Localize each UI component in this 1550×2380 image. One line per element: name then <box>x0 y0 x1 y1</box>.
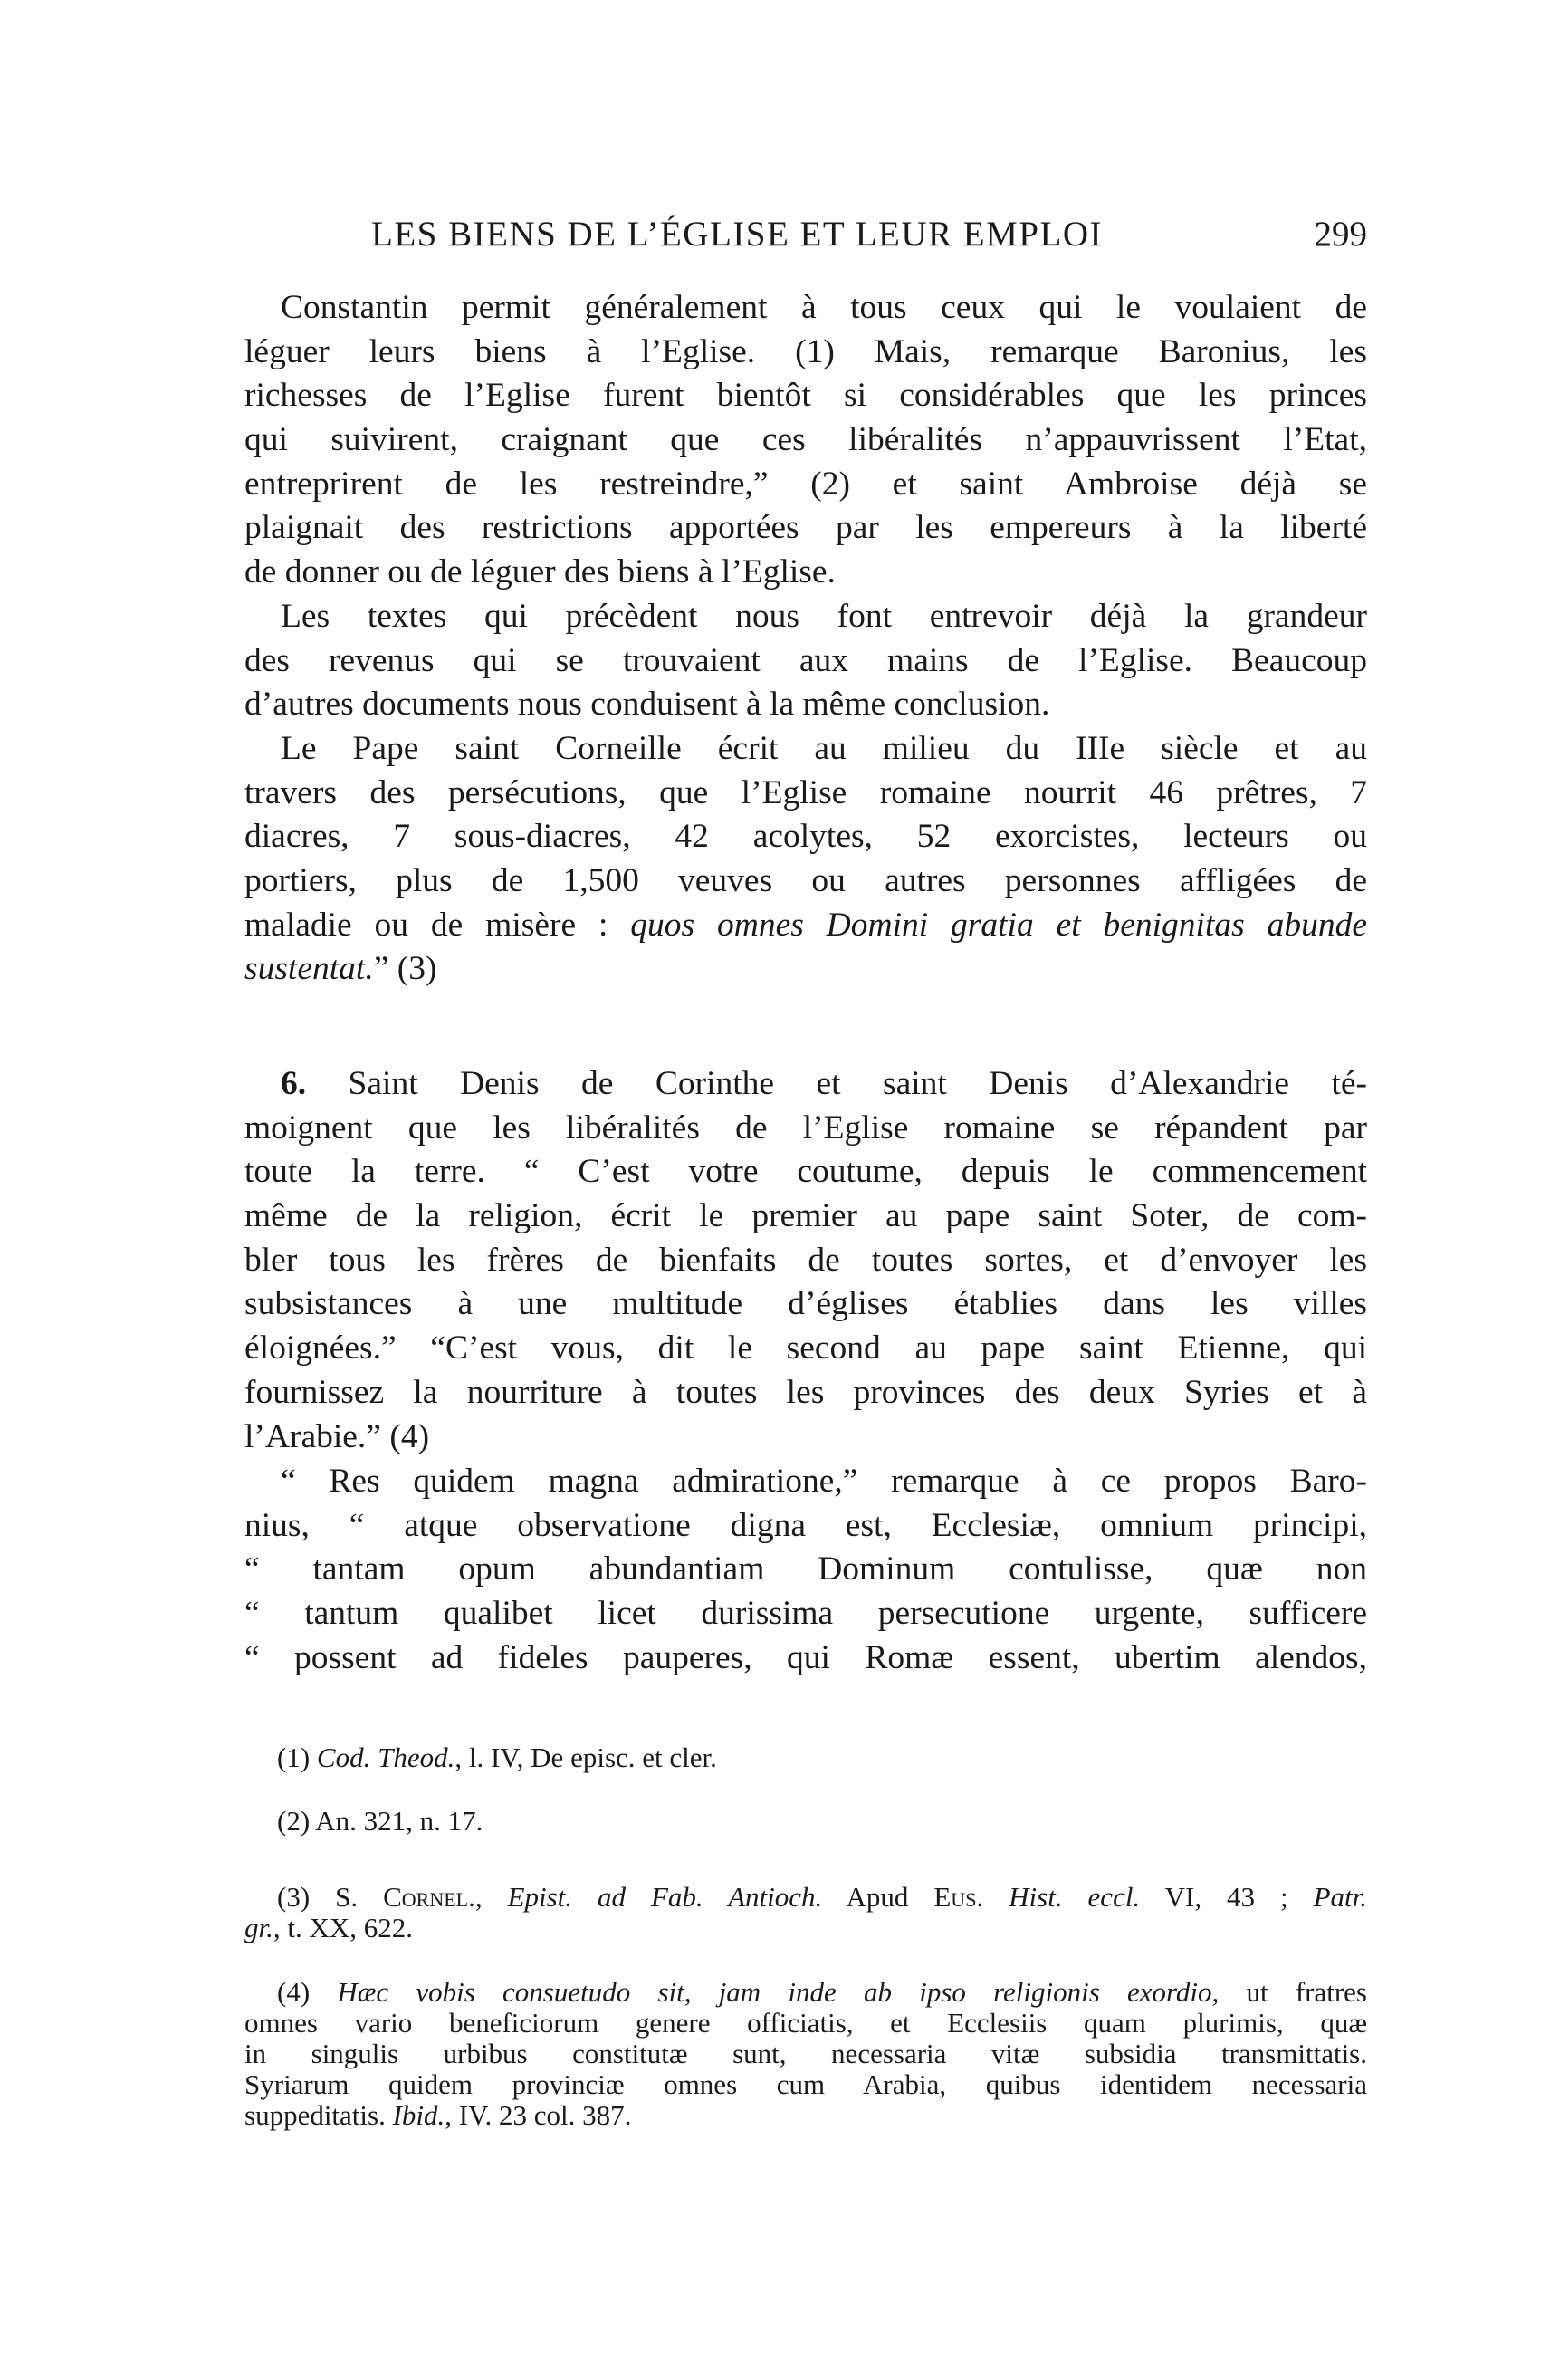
body-line: Le Pape saint Corneille écrit au milieu du IIIe siècle et au <box>281 730 1367 767</box>
footnote-italic: Patr. <box>1313 1881 1368 1913</box>
latin-quote: sustentat. <box>244 950 374 988</box>
body-line <box>244 904 1367 948</box>
body-line: nius, “ atque observatione digna est, Ecclesiæ, omnium principi, <box>244 1506 1367 1544</box>
footnote-italic: Hist. eccl. <box>1009 1881 1141 1913</box>
body-line: bler tous les frères de bienfaits de toutes sortes, et d’envoyer les <box>244 1241 1367 1279</box>
body-line: l’Arabie.” (4) <box>244 1417 430 1455</box>
footnote-italic: gr. <box>244 1912 273 1943</box>
body-line: subsistances à une multitude d’églises établies dans les villes <box>244 1285 1367 1323</box>
latin-quote: quos omnes Domini gratia et benignitas abunde <box>630 906 1367 944</box>
body-line: léguer leurs biens à l’Eglise. (1) Mais, remarque Baronius, les <box>244 332 1367 370</box>
body-line: plaignait des restrictions apportées par les empereurs à la liberté <box>244 509 1367 547</box>
page-number: 299 <box>1314 215 1367 254</box>
body-line: des revenus qui se trouvaient aux mains de l’Eglise. Beaucoup <box>244 641 1367 679</box>
body-line: richesses de l’Eglise furent bientôt si considérables que les princes <box>244 377 1367 415</box>
footnote-italic: Hæc vobis consuetudo sit, jam inde ab ipso religionis exordio, <box>337 1976 1220 2008</box>
footnote-line: Syriarum quidem provinciæ omnes cum Arabia, quibus identidem necessaria <box>244 2068 1367 2100</box>
footnote-marker: (4) <box>277 1976 338 2008</box>
paragraph-3 <box>244 727 1367 992</box>
footnote-text: Apud <box>822 1881 934 1913</box>
footnote-line: omnes vario beneficiorum genere officiatis, et Ecclesiis quam plurimis, quæ <box>244 2007 1367 2039</box>
body-line <box>244 1062 1367 1107</box>
footnote-ref: ” (3) <box>373 950 437 988</box>
footnote-text: ut fratres <box>1219 1976 1367 2008</box>
footnote-text: , IV. 23 col. 387. <box>445 2099 632 2131</box>
paragraph-1 <box>244 286 1367 595</box>
footnote-italic: Ibid. <box>392 2099 445 2131</box>
paragraph-latin <box>244 1460 1367 1680</box>
footnote-italic: Cod. Theod. <box>316 1742 455 1773</box>
footnote-1 <box>244 1742 1367 1773</box>
footnote-author: Cornel. <box>383 1881 475 1913</box>
body-line: “ tantam opum abundantiam Dominum contulisse, quæ non <box>244 1550 1367 1588</box>
footnote-line <box>244 2100 1367 2131</box>
body-line: de donner ou de léguer des biens à l’Eglise. <box>244 553 836 591</box>
body-line: éloignées.” “C’est vous, dit le second au pape saint Etienne, qui <box>244 1329 1367 1368</box>
body-text: Saint Denis de Corinthe et saint Denis d’Alexandrie té- <box>306 1065 1367 1102</box>
footnote-text: , t. XX, 622. <box>273 1912 414 1943</box>
footnote-line: in singulis urbibus constitutæ sunt, necessaria vitæ subsidia transmittatis. <box>244 2038 1367 2069</box>
footnote-4 <box>244 1977 1367 2131</box>
body-line: portiers, plus de 1,500 veuves ou autres personnes affligées de <box>244 862 1367 900</box>
section-number: 6. <box>281 1065 307 1102</box>
body-line: même de la religion, écrit le premier au pape saint Soter, de com- <box>244 1197 1367 1235</box>
footnote-line <box>244 1882 1367 1913</box>
footnote-2 <box>244 1806 1367 1837</box>
body-text: maladie ou de misère : <box>244 906 631 944</box>
footnote-marker: (3) S. <box>277 1881 384 1913</box>
body-line: moignent que les libéralités de l’Eglise romaine se répandent par <box>244 1108 1367 1147</box>
paragraph-2 <box>244 595 1367 727</box>
footnote-text: , <box>474 1881 508 1913</box>
body-line: diacres, 7 sous-diacres, 42 acolytes, 52 exorcistes, lecteurs ou <box>244 818 1367 856</box>
body-line: d’autres documents nous conduisent à la même conclusion. <box>244 686 1050 724</box>
footnote-text: , l. IV, De episc. et cler. <box>454 1742 717 1773</box>
footnote-text: suppeditatis. <box>244 2099 393 2131</box>
section-6 <box>244 1062 1367 1459</box>
footnote-marker: (1) <box>277 1742 317 1773</box>
footnote-line <box>244 1742 1367 1773</box>
body-line: Constantin permit généralement à tous ceux qui le voulaient de <box>281 289 1367 326</box>
footnote-line <box>244 1913 1367 1943</box>
footnote-text: VI, 43 ; <box>1140 1881 1314 1913</box>
footnote-line <box>244 1977 1367 2008</box>
body-line: fournissez la nourriture à toutes les provinces des deux Syries et à <box>244 1373 1367 1411</box>
footnote-3 <box>244 1882 1367 1943</box>
body-line: “ possent ad fideles pauperes, qui Romæ essent, ubertim alendos, <box>244 1638 1367 1676</box>
body-line: Les textes qui précèdent nous font entrevoir déjà la grandeur <box>281 598 1367 635</box>
body-line <box>244 947 1367 992</box>
footnote-line: (2) An. 321, n. 17. <box>277 1805 483 1837</box>
footnote-text <box>983 1881 1009 1913</box>
body-line: “ tantum qualibet licet durissima persecutione urgente, sufficere <box>244 1595 1367 1633</box>
footnote-author: Eus. <box>933 1881 984 1913</box>
body-line: qui suivirent, craignant que ces libéralités n’appauvrissent l’Etat, <box>244 421 1367 459</box>
running-title: LES BIENS DE L’ÉGLISE ET LEUR EMPLOI <box>371 215 1103 254</box>
body-line: toute la terre. “ C’est votre coutume, depuis le commencement <box>244 1153 1367 1191</box>
body-line: “ Res quidem magna admiratione,” remarque à ce propos Baro- <box>281 1463 1367 1500</box>
footnote-italic: Epist. ad Fab. Antioch. <box>507 1881 823 1913</box>
body-line: travers des persécutions, que l’Eglise romaine nourrit 46 prêtres, 7 <box>244 773 1367 811</box>
body-line: entreprirent de les restreindre,” (2) et saint Ambroise déjà se <box>244 465 1367 503</box>
running-head <box>244 214 1367 264</box>
